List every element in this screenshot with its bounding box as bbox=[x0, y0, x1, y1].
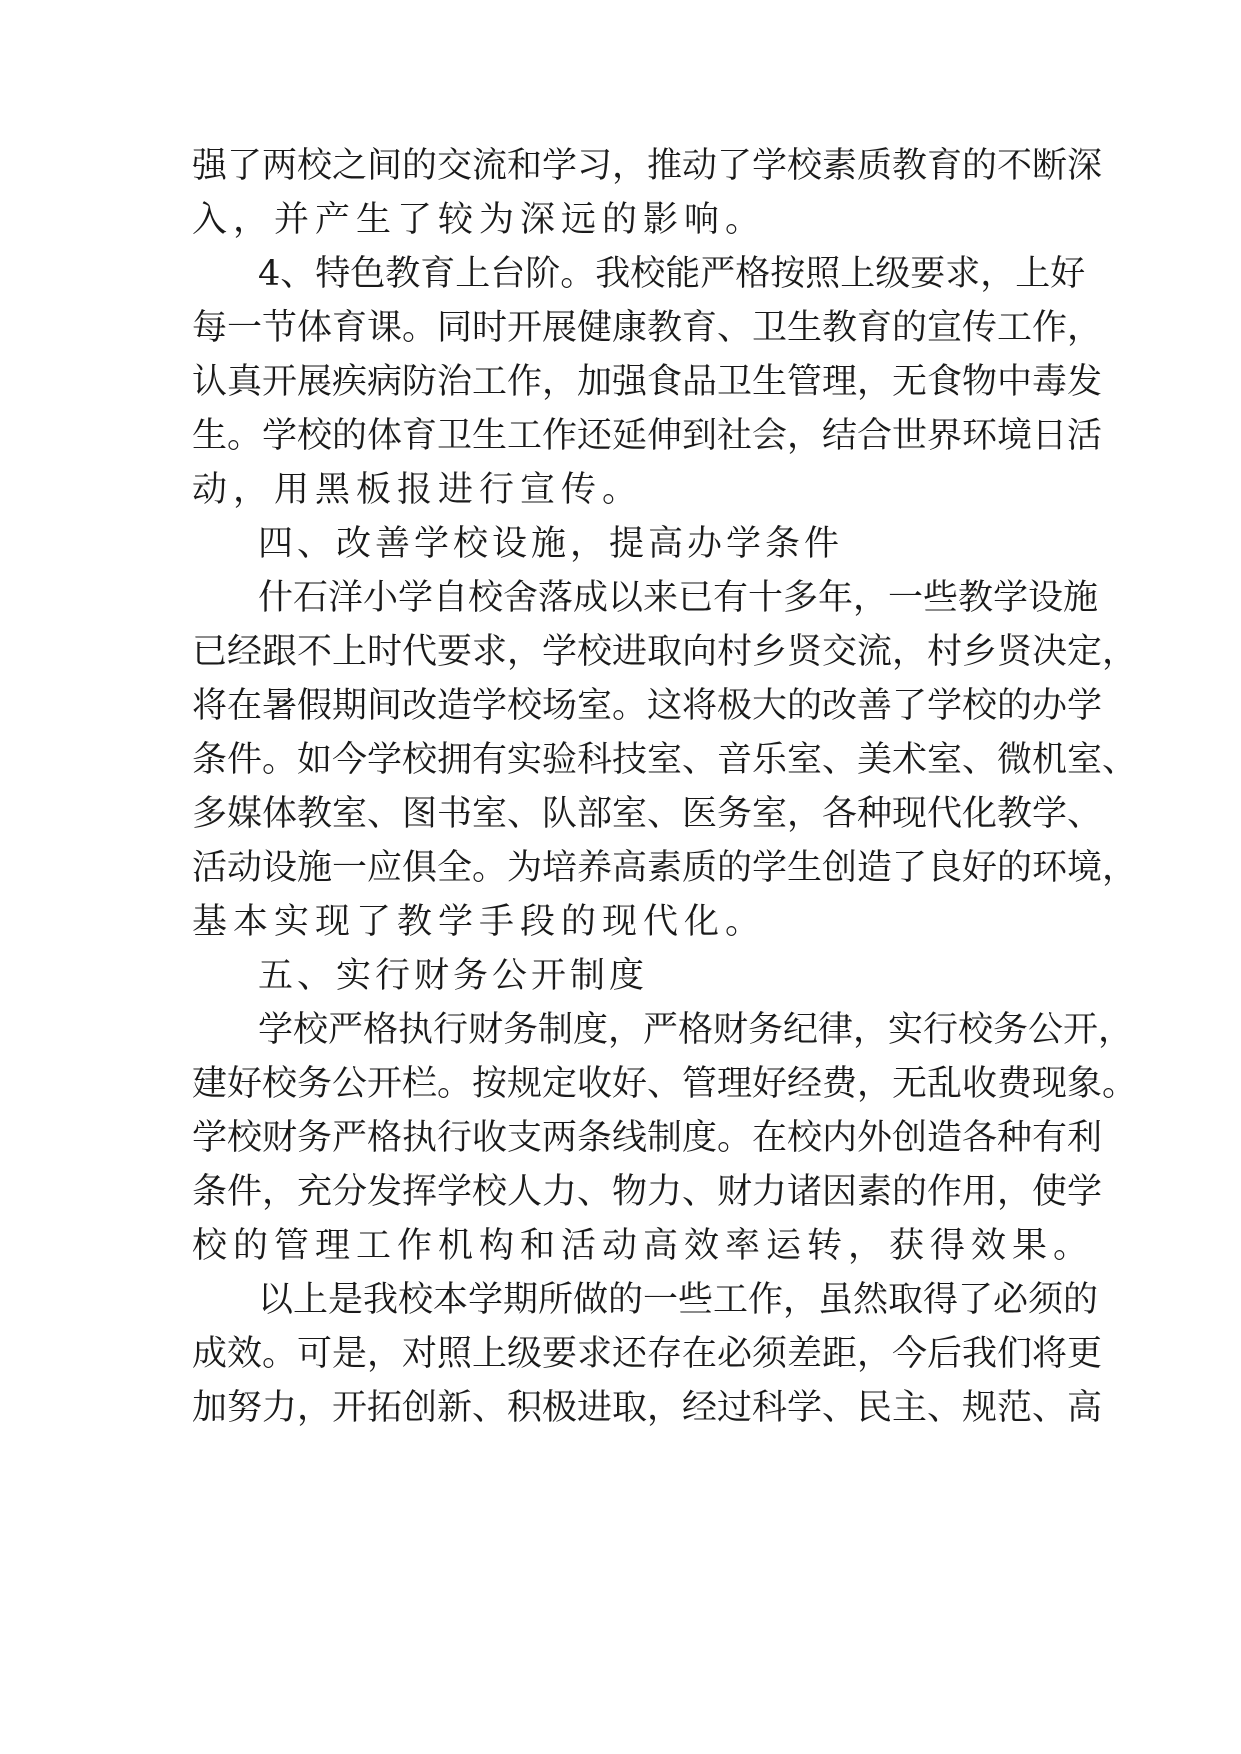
text-line-content: 生。学校的体育卫生工作还延伸到社会，结合世界环境日活 bbox=[192, 416, 1103, 456]
text-line bbox=[0, 460, 1241, 520]
text-line-content: 以上是我校本学期所做的一些工作，虽然取得了必须的 bbox=[258, 1280, 1099, 1320]
text-line bbox=[0, 730, 1241, 790]
text-line-content: 条件。如今学校拥有实验科技室、音乐室、美术室、微机室、 bbox=[192, 740, 1138, 780]
text-line-content: 成效。可是，对照上级要求还存在必须差距，今后我们将更 bbox=[192, 1334, 1103, 1374]
text-line-content: 入，并产生了较为深远的影响。 bbox=[192, 200, 767, 240]
text-line bbox=[0, 1216, 1241, 1276]
text-line-content: 认真开展疾病防治工作，加强食品卫生管理，无食物中毒发 bbox=[192, 362, 1103, 402]
text-line-content: 学校财务严格执行收支两条线制度。在校内外创造各种有利 bbox=[192, 1118, 1103, 1158]
text-line bbox=[0, 1324, 1241, 1384]
text-line bbox=[0, 676, 1241, 736]
text-line bbox=[0, 1054, 1241, 1114]
text-line bbox=[0, 244, 1241, 304]
text-line bbox=[0, 406, 1241, 466]
text-line bbox=[0, 298, 1241, 358]
text-line bbox=[0, 568, 1241, 628]
text-line-content: 活动设施一应俱全。为培养高素质的学生创造了良好的环境， bbox=[192, 848, 1138, 888]
section-heading bbox=[0, 946, 1241, 1006]
section-heading-text: 四、改善学校设施，提高办学条件 bbox=[258, 524, 844, 564]
text-line-content: 校的管理工作机构和活动高效率运转，获得效果。 bbox=[192, 1226, 1095, 1266]
text-line-content: 条件，充分发挥学校人力、物力、财力诸因素的作用，使学 bbox=[192, 1172, 1103, 1212]
text-line-content: 建好校务公开栏。按规定收好、管理好经费，无乱收费现象。 bbox=[192, 1064, 1138, 1104]
text-line bbox=[0, 1000, 1241, 1060]
text-line-content: 动，用黑板报进行宣传。 bbox=[192, 470, 644, 510]
section-heading-text: 五、实行财务公开制度 bbox=[258, 956, 649, 996]
text-line-content: 已经跟不上时代要求，学校进取向村乡贤交流，村乡贤决定， bbox=[192, 632, 1138, 672]
text-line bbox=[0, 1108, 1241, 1168]
text-line-content: 每一节体育课。同时开展健康教育、卫生教育的宣传工作， bbox=[192, 308, 1103, 348]
text-line-content: 4、特色教育上台阶。我校能严格按照上级要求，上好 bbox=[258, 254, 1086, 294]
text-line-content: 加努力，开拓创新、积极进取，经过科学、民主、规范、高 bbox=[192, 1388, 1103, 1428]
text-line bbox=[0, 136, 1241, 196]
text-line bbox=[0, 1270, 1241, 1330]
text-line bbox=[0, 352, 1241, 412]
text-line bbox=[0, 784, 1241, 844]
section-heading bbox=[0, 514, 1241, 574]
text-line-content: 将在暑假期间改造学校场室。这将极大的改善了学校的办学 bbox=[192, 686, 1103, 726]
text-line bbox=[0, 622, 1241, 682]
text-line-content: 强了两校之间的交流和学习，推动了学校素质教育的不断深 bbox=[192, 146, 1103, 186]
text-line bbox=[0, 892, 1241, 952]
text-line bbox=[0, 1162, 1241, 1222]
text-line-content: 基本实现了教学手段的现代化。 bbox=[192, 902, 767, 942]
text-line-content: 多媒体教室、图书室、队部室、医务室，各种现代化教学、 bbox=[192, 794, 1103, 834]
text-line bbox=[0, 1378, 1241, 1438]
text-line bbox=[0, 190, 1241, 250]
text-line-content: 什石洋小学自校舍落成以来已有十多年，一些教学设施 bbox=[258, 578, 1099, 618]
text-line bbox=[0, 838, 1241, 898]
text-line-content: 学校严格执行财务制度，严格财务纪律，实行校务公开， bbox=[258, 1010, 1134, 1050]
